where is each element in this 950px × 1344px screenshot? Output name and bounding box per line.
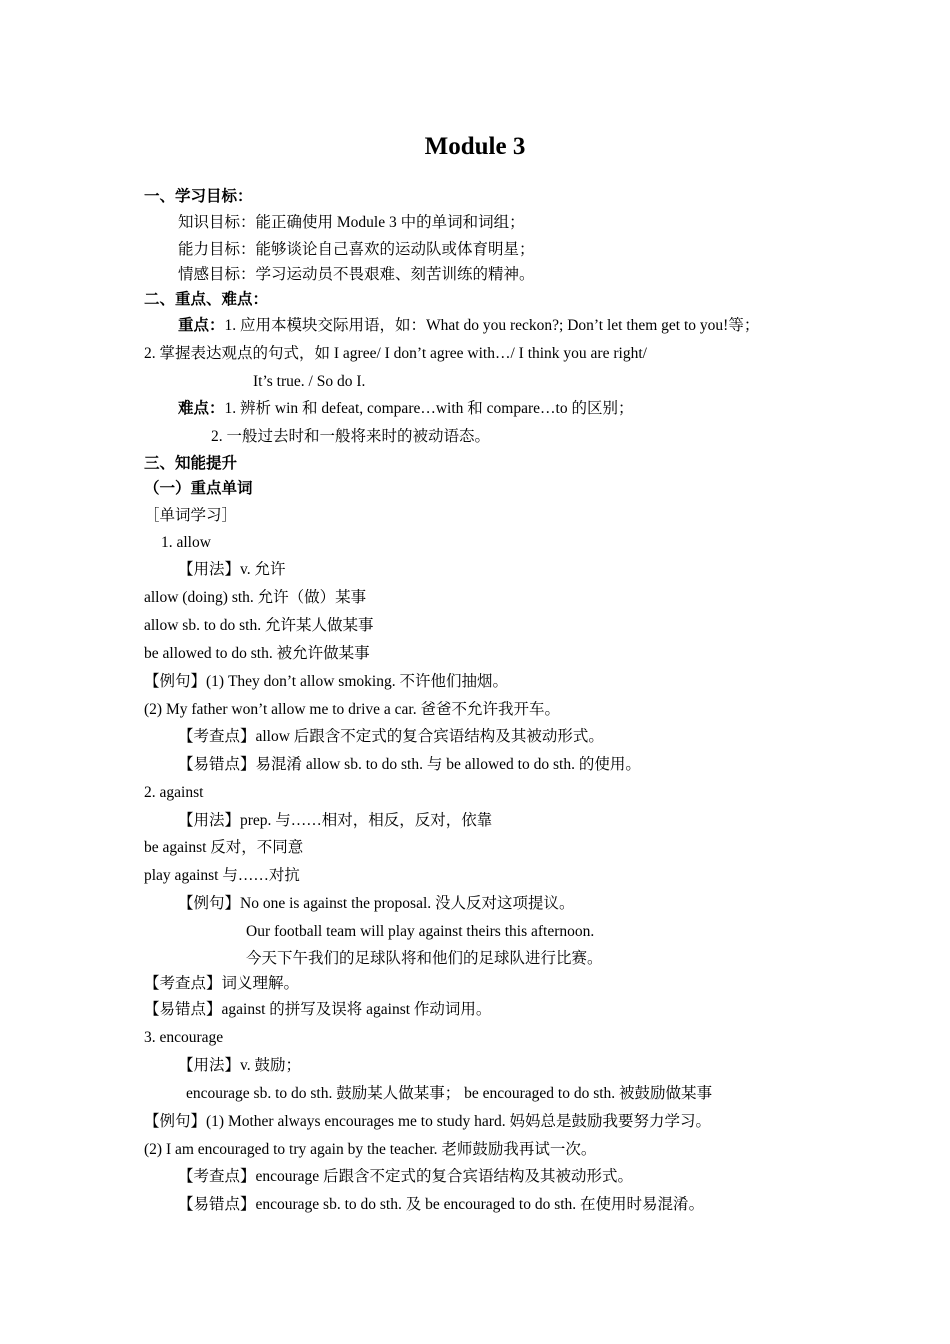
vocab-study-label: ［单词学习］ — [144, 507, 238, 524]
word-2-phrase-2: play against 与……对抗 — [144, 867, 300, 884]
word-3-test-point: 【考查点】encourage 后跟含不定式的复合宾语结构及其被动形式。 — [178, 1168, 634, 1185]
word-2-title: 2. against — [144, 784, 204, 801]
difficulty-1 — [178, 399, 633, 419]
word-1-phrase-2: allow sb. to do sth. 允许某人做某事 — [144, 617, 374, 634]
word-1-test-point: 【考查点】allow 后跟含不定式的复合宾语结构及其被动形式。 — [178, 728, 604, 745]
page-title: Module 3 — [424, 133, 526, 160]
emotion-goal: 情感目标：学习运动员不畏艰难、刻苦训练的精神。 — [178, 266, 535, 283]
word-2-test-point: 【考查点】词义理解。 — [144, 975, 300, 992]
key-point-2-cont: It’s true. / So do I. — [253, 373, 366, 390]
word-2-usage: 【用法】prep. 与……相对，相反，反对，依靠 — [178, 812, 493, 829]
difficulty-label: 难点： — [178, 400, 225, 417]
word-3-usage: 【用法】v. 鼓励； — [178, 1057, 301, 1074]
word-2-error-point: 【易错点】against 的拼写及误将 against 作动词用。 — [144, 1001, 492, 1018]
difficulty-2: 2. 一般过去时和一般将来时的被动语态。 — [211, 428, 491, 445]
key-point-1 — [178, 316, 759, 336]
word-2-example-1: 【例句】No one is against the proposal. 没人反对这项提议。 — [178, 895, 575, 912]
ability-goal: 能力目标：能够谈论自己喜欢的运动队或体育明星； — [178, 241, 535, 258]
section-3-heading: 三、知能提升 — [144, 455, 238, 472]
word-2-example-2-translation: 今天下午我们的足球队将和他们的足球队进行比赛。 — [246, 950, 603, 967]
word-1-usage: 【用法】v. 允许 — [178, 561, 286, 578]
subsection-heading: （一）重点单词 — [144, 480, 253, 497]
word-3-error-point: 【易错点】encourage sb. to do sth. 及 be encouraged to do sth. 在使用时易混淆。 — [178, 1196, 705, 1213]
word-1-phrase-1: allow (doing) sth. 允许（做）某事 — [144, 589, 367, 606]
section-2-heading: 二、重点、难点： — [144, 291, 269, 308]
word-1-error-point: 【易错点】易混淆 allow sb. to do sth. 与 be allowed to do sth. 的使用。 — [178, 756, 641, 773]
word-1-example-2: (2) My father won’t allow me to drive a car. 爸爸不允许我开车。 — [144, 701, 560, 718]
word-1-phrase-3: be allowed to do sth. 被允许做某事 — [144, 645, 370, 662]
section-1-heading: 一、学习目标： — [144, 188, 253, 205]
knowledge-goal: 知识目标：能正确使用 Module 3 中的单词和词组； — [178, 214, 525, 231]
word-1-title: 1. allow — [161, 534, 211, 551]
key-label: 重点： — [178, 317, 225, 334]
key-point-2: 2. 掌握表达观点的句式，如 I agree/ I don’t agree with…/ I think you are right/ — [144, 345, 647, 362]
word-3-example-2: (2) I am encouraged to try again by the teacher. 老师鼓励我再试一次。 — [144, 1141, 597, 1158]
difficulty-1-text: 1. 辨析 win 和 defeat, compare…with 和 compare…to 的区别； — [224, 400, 634, 417]
word-2-example-2: Our football team will play against theirs this afternoon. — [246, 923, 595, 940]
key-point-1-text: 1. 应用本模块交际用语，如：What do you reckon?; Don’t let them get to you!等； — [224, 317, 760, 334]
word-3-phrases: encourage sb. to do sth. 鼓励某人做某事； be encouraged to do sth. 被鼓励做某事 — [186, 1085, 713, 1102]
word-2-phrase-1: be against 反对，不同意 — [144, 839, 304, 856]
word-3-example-1: 【例句】(1) Mother always encourages me to study hard. 妈妈总是鼓励我要努力学习。 — [144, 1113, 711, 1130]
word-1-example-1: 【例句】(1) They don’t allow smoking. 不许他们抽烟。 — [144, 673, 508, 690]
word-3-title: 3. encourage — [144, 1029, 224, 1046]
